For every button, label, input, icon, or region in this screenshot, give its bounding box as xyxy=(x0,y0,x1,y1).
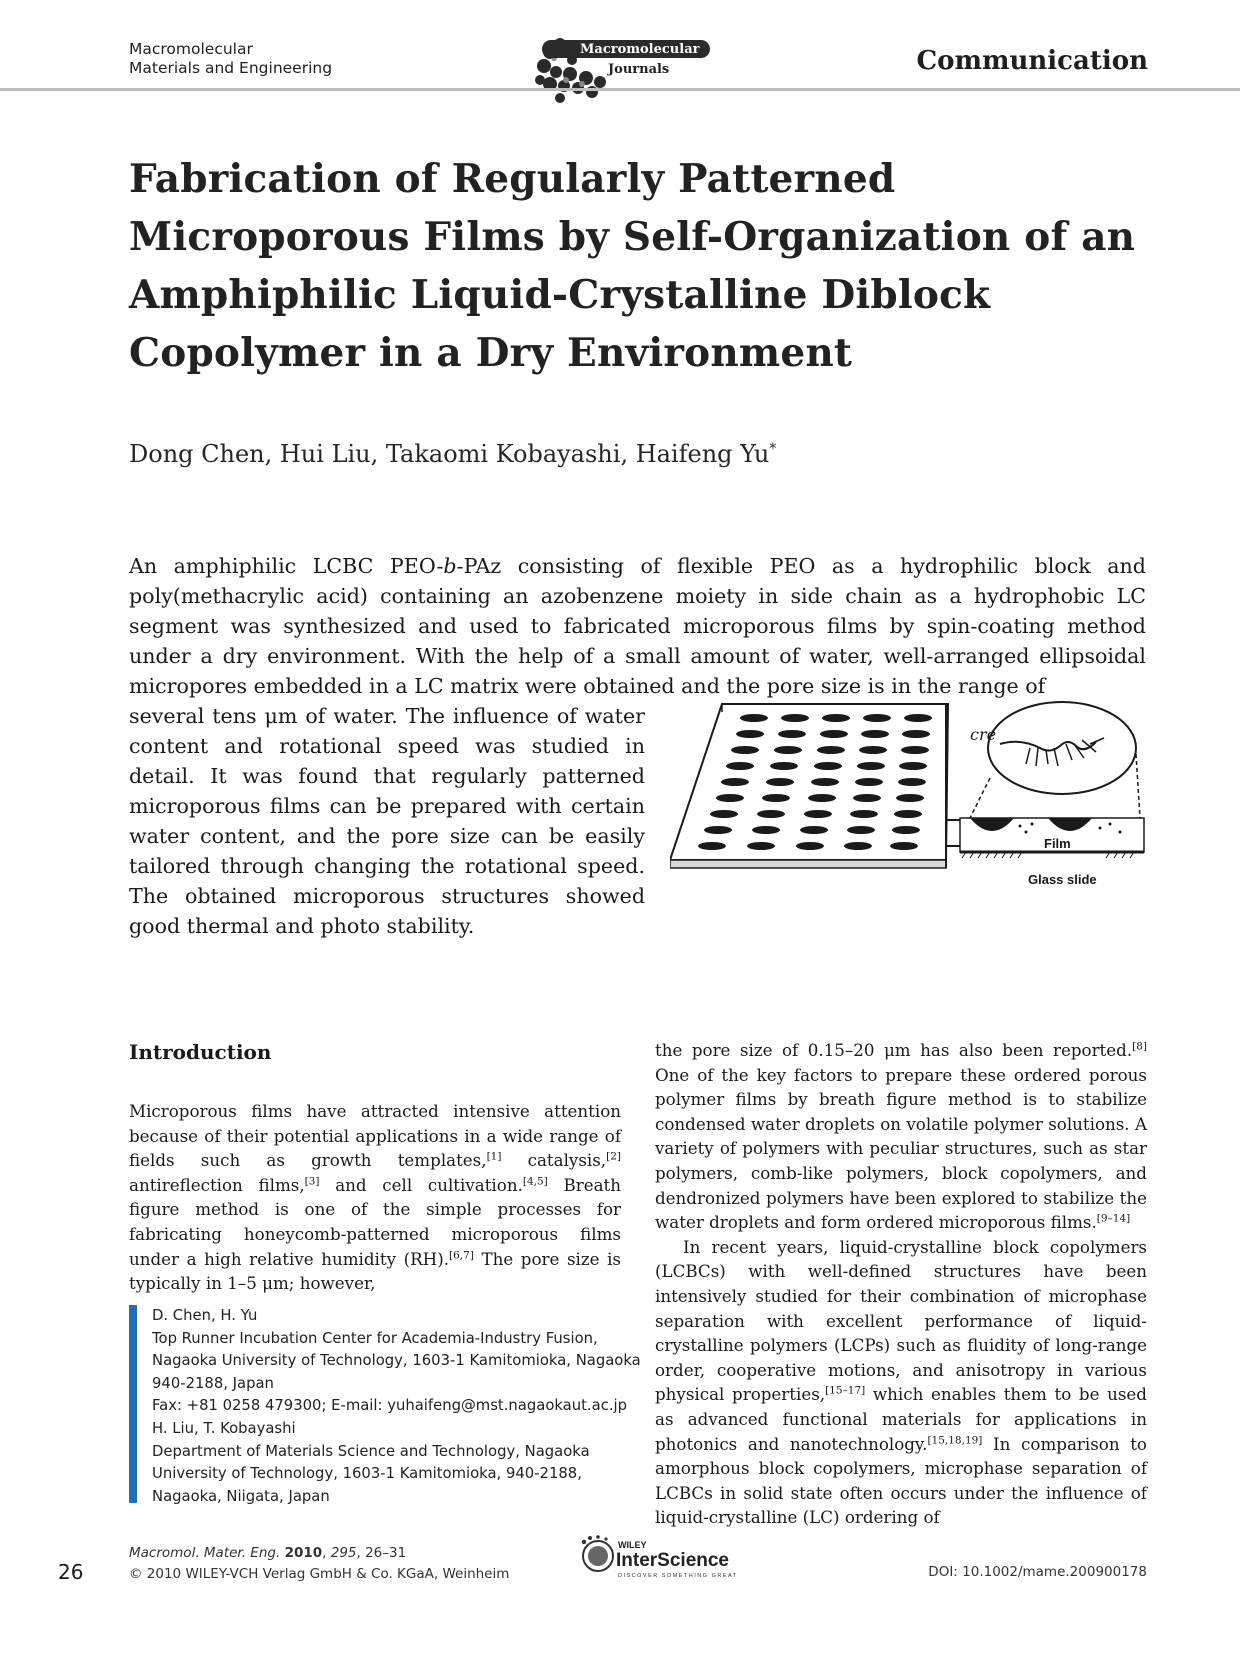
title-line-4: Copolymer in a Dry Environment xyxy=(129,330,853,376)
macromolecular-journals-logo xyxy=(530,22,720,106)
affiliation-text xyxy=(152,1305,641,1508)
wiley-interscience-logo xyxy=(578,1534,758,1582)
section-label: Communication xyxy=(916,46,1148,76)
abstract-text-2: -PAz consisting of flexible PEO as a hydrophilic block and poly(methacrylic acid) containing an azobenzene moiety in side chain as a hydrophobic LC segment was synthesized and used to fabricated microporous films by spin-coating method under a dry environment. With the help of a small amount of water, well-arranged ellipsoidal micropores embedded in a LC matrix were obtained and the pore size is in the range of xyxy=(129,554,1146,698)
toc-graphic xyxy=(670,700,1148,902)
corresponding-author-mark: * xyxy=(769,441,777,457)
journal-abbrev: Macromol. Mater. Eng. xyxy=(129,1545,281,1561)
introduction-heading: Introduction xyxy=(129,1040,272,1064)
affiliation-line: D. Chen, H. Yu xyxy=(152,1307,258,1324)
citation-year: 2010 xyxy=(284,1545,323,1561)
journal-name xyxy=(129,40,332,78)
affiliation-line: Nagaoka, Niigata, Japan xyxy=(152,1487,330,1505)
toc-sketch-label: cre xyxy=(970,725,997,744)
intro-paragraph-1: Microporous films have attracted intensive attention because of their potential applications in a wide range of fields such as growth templates,[1] catalysis,[2] antireflection films,[3] and cell cultivation.[4,5] Breath figure method is one of the simple processes for fabricating honeycomb-patterned microporous films under a high relative humidity (RH).[6,7] The pore size is typically in 1–5 μm; however, xyxy=(129,1101,621,1294)
title-line-3: Amphiphilic Liquid-Crystalline Diblock xyxy=(129,272,991,318)
logo-text-line1: Macromolecular xyxy=(580,42,700,57)
abstract-top xyxy=(129,551,1146,701)
logo-text-line2: Journals xyxy=(608,62,670,77)
affiliation-accent-bar xyxy=(129,1305,137,1503)
affiliation-line: 940-2188, Japan xyxy=(152,1374,274,1392)
abstract-text-3: several tens μm of water. The influence of water content and rotational speed was studied in detail. It was found that regularly patterned microporous films can be prepared with certain water content, and the pore size can be easily tailored through changing the rotational speed. The obtained microporous structures showed good thermal and photo stability. xyxy=(129,704,645,938)
interscience-text: InterScience xyxy=(616,1550,729,1571)
copyright-line: © 2010 WILEY-VCH Verlag GmbH & Co. KGaA, Weinheim xyxy=(129,1566,510,1582)
affiliation-line: Top Runner Incubation Center for Academia-Industry Fusion, xyxy=(152,1329,598,1347)
reference-8[interactable]: [8] xyxy=(1132,1040,1147,1053)
reference-1[interactable]: [1] xyxy=(486,1150,502,1163)
wiley-tagline: DISCOVER SOMETHING GREAT xyxy=(618,1573,738,1579)
article-title xyxy=(129,150,1139,382)
affiliation-line: H. Liu, T. Kobayashi xyxy=(152,1419,296,1437)
page-number: 26 xyxy=(58,1560,84,1584)
citation-volume: 295 xyxy=(330,1545,357,1561)
affiliation-line: Department of Materials Science and Technology, Nagaoka xyxy=(152,1442,590,1460)
reference-2[interactable]: [2] xyxy=(606,1150,621,1163)
reference-3[interactable]: [3] xyxy=(304,1175,320,1188)
wiley-small-text: WILEY xyxy=(618,1540,647,1550)
intro-paragraph-2: In recent years, liquid-crystalline block copolymers (LCBCs) with well-defined structures have been intensively studied for their combination of microphase separation with excellent performance of liquid-crystalline polymers (LCPs) such as fluidity of long-range order, cooperative motions, and anisotropy in various physical properties,[15–17] which enables them to be used as advanced functional materials for applications in photonics and nanotechnology.[15,18,19] In comparison to amorphous block copolymers, microphase separation of LCBCs in solid state often occurs under the influence of liquid-crystalline (LC) ordering of xyxy=(655,1236,1147,1528)
author-list xyxy=(129,440,776,468)
affiliation-line: University of Technology, 1603-1 Kamitomioka, 940-2188, xyxy=(152,1465,582,1483)
reference-15-18-19[interactable]: [15,18,19] xyxy=(927,1433,983,1446)
affiliation-line: Nagaoka University of Technology, 1603-1 Kamitomioka, Nagaoka xyxy=(152,1352,641,1370)
right-column xyxy=(655,1038,1147,1530)
intro-paragraph-1-continued: the pore size of 0.15–20 μm has also been reported.[8] One of the key factors to prepare these ordered porous polymer films by breath figure method is to stabilize condensed water droplets on volatile polymer solutions. A variety of polymers with peculiar structures, such as star polymers, comb-like polymers, block copolymers, and dendronized polymers have been explored to stabilize the water droplets and form ordered microporous films.[9–14] xyxy=(655,1040,1147,1233)
citation-pages: , 26–31 xyxy=(356,1545,407,1561)
title-line-2: Microporous Films by Self-Organization of an xyxy=(129,214,1136,260)
abstract-bottom xyxy=(129,701,645,941)
abstract-text-1: An amphiphilic LCBC PEO- xyxy=(129,554,444,578)
title-line-1: Fabrication of Regularly Patterned xyxy=(129,156,896,202)
reference-15-17[interactable]: [15–17] xyxy=(825,1384,866,1397)
doi[interactable]: DOI: 10.1002/mame.200900178 xyxy=(928,1564,1147,1580)
reference-4-5[interactable]: [4,5] xyxy=(522,1175,548,1188)
left-column xyxy=(129,1040,621,1296)
toc-glass-label: Glass slide xyxy=(1028,872,1097,887)
toc-film-label: Film xyxy=(1044,836,1071,851)
abstract-italic-b: b xyxy=(443,554,457,578)
journal-name-line2: Materials and Engineering xyxy=(129,59,333,77)
header-rule xyxy=(0,88,1240,91)
footer-citation: Macromol. Mater. Eng. 2010, 295, 26–31 © 2010 WILEY-VCH Verlag GmbH & Co. KGaA, Weinheim xyxy=(129,1543,509,1585)
journal-name-line1: Macromolecular xyxy=(129,40,253,58)
author-names: Dong Chen, Hui Liu, Takaomi Kobayashi, Haifeng Yu xyxy=(129,440,770,468)
reference-6-7[interactable]: [6,7] xyxy=(449,1249,474,1261)
affiliation-contact-line[interactable]: Fax: +81 0258 479300; E-mail: yuhaifeng@mst.nagaokaut.ac.jp xyxy=(152,1397,628,1415)
reference-9-14[interactable]: [9–14] xyxy=(1096,1212,1131,1225)
